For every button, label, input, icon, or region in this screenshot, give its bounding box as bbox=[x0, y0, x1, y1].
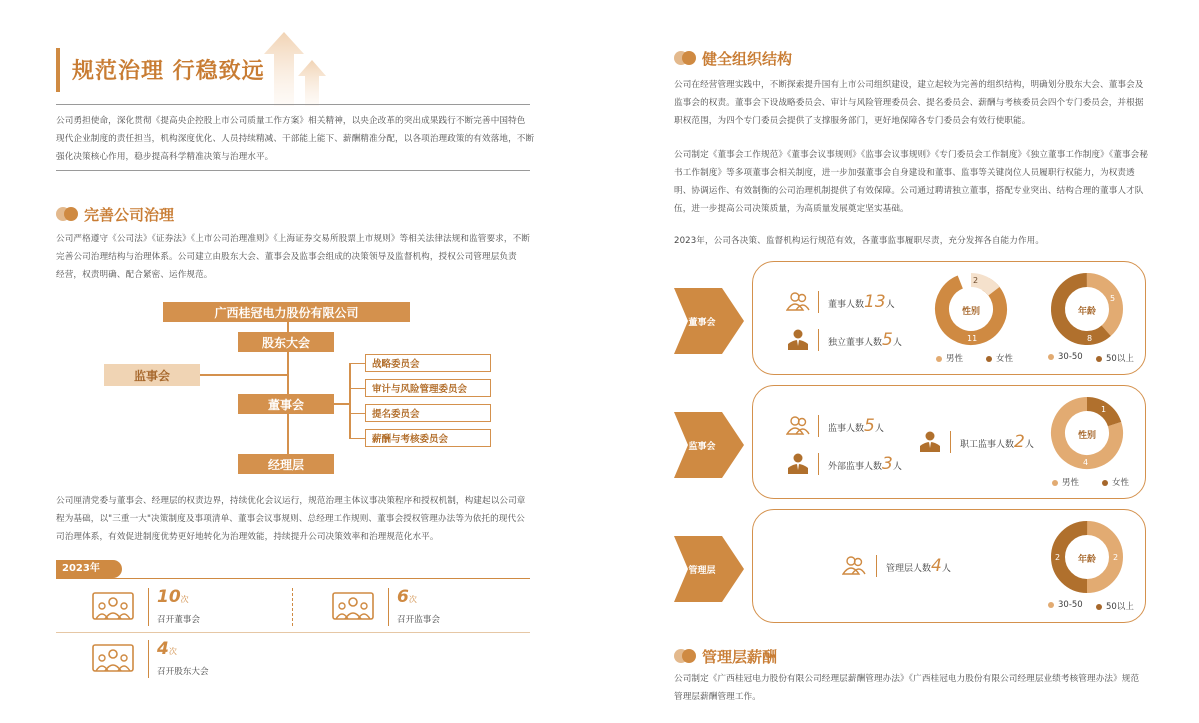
governance-paragraph: 公司严格遵守《公司法》《证券法》《上市公司治理准则》《上海证券交易所股票上市规则》等相关法律法规和监管要求，不断 完善公司治理结构与治理体系。公司建立由股东大会、董事会及监事会组成的决策领导及监督机构，授权公司管理层负责 经营，权责明确、配合紧密、运作规范。 bbox=[56, 234, 530, 280]
board-male-value: 11 bbox=[967, 334, 978, 343]
legend-female: 女性 bbox=[986, 352, 1013, 364]
independent-directors-stat: 独立董事人数5人 bbox=[828, 330, 902, 350]
org-management-box: 经理层 bbox=[238, 454, 334, 474]
compensation-paragraph: 公司制定《广西桂冠电力股份有限公司经理层薪酬管理办法》《广西桂冠电力股份有限公司经理层业绩考核管理办法》规范 管理层薪酬管理工作。 bbox=[674, 674, 1140, 702]
section-title-compensation: 管理层薪酬 bbox=[702, 648, 778, 666]
committee-compensation: 薪酬与考核委员会 bbox=[365, 429, 491, 447]
person-suit-icon bbox=[918, 430, 942, 452]
page-title: 规范治理 行稳致远 bbox=[72, 59, 265, 84]
org-line bbox=[349, 388, 365, 389]
board-age-b-value: 5 bbox=[1110, 294, 1116, 303]
legend-age-b: 50以上 bbox=[1096, 600, 1134, 612]
divider bbox=[56, 578, 530, 579]
separator bbox=[950, 431, 951, 453]
org-line bbox=[200, 374, 287, 376]
year-tag: 2023年 bbox=[56, 560, 122, 578]
growth-arrows-icon bbox=[262, 30, 332, 106]
management-age-a-value: 2 bbox=[1055, 553, 1061, 562]
separator bbox=[818, 291, 819, 313]
separator bbox=[818, 453, 819, 475]
people-group-icon bbox=[842, 554, 866, 576]
org-line bbox=[349, 413, 365, 414]
management-count-stat: 管理层人数4人 bbox=[886, 556, 951, 576]
supervisors-arrow-label: 监事会 bbox=[688, 442, 716, 452]
separator bbox=[148, 588, 149, 626]
legend-male: 男性 bbox=[1052, 476, 1079, 488]
legend-male: 男性 bbox=[936, 352, 963, 364]
external-supervisors-stat: 外部监事人数3人 bbox=[828, 454, 902, 474]
shareholder-meetings-count: 4次 bbox=[157, 639, 177, 659]
shareholder-meetings-label: 召开股东大会 bbox=[157, 667, 209, 677]
supervisors-male-value: 4 bbox=[1083, 458, 1089, 467]
legend-age-a: 30-50 bbox=[1048, 352, 1083, 362]
board-female-value: 2 bbox=[973, 276, 979, 285]
management-age-center: 年龄 bbox=[1077, 555, 1096, 565]
dashed-separator bbox=[292, 588, 293, 626]
board-age-a-value: 8 bbox=[1087, 334, 1093, 343]
structure-paragraph-3: 2023年，公司各决策、监督机构运行规范有效，各董事监事履职尽责，充分发挥各自能力作用。 bbox=[674, 236, 1045, 246]
supervisors-female-value: 1 bbox=[1101, 405, 1107, 414]
governance-paragraph-2: 公司厘清党委与董事会、经理层的权责边界，持续优化会议运行，规范治理主体议事决策程序和授权机制，构建起以公司章 程为基础，以"三重一大"决策制度及事项清单、董事会议事规则、总经理工作规则、董事会授权管理办法等为依托的现代公 司治理体系，有效促进制度优势更好地转化为治理效能，持续提升公司决策效率和治理规范化水平。 bbox=[56, 496, 526, 542]
person-suit-icon bbox=[786, 328, 810, 350]
structure-paragraph-2: 公司制定《董事会工作规范》《董事会议事规则》《监事会议事规则》《专门委员会工作制度》《独立董事工作制度》《董事会秘 书工作制度》等多项董事会相关制度，进一步加强董事会自身建设和董事、监事等关键岗位人员履职行权能力，为权责透 明、协调运作、有效制衡的公司治理机制提供了有效保障。公司通过聘请独立董事，搭配专业突出、结构合理的董事人才队 伍，进一步提高公司决策质量，为高质量发展奠定坚实基础。 bbox=[674, 150, 1149, 214]
separator bbox=[818, 415, 819, 437]
board-age-center: 年龄 bbox=[1077, 307, 1096, 317]
divider bbox=[56, 104, 530, 105]
supervisor-meetings-count: 6次 bbox=[397, 587, 417, 607]
separator bbox=[148, 640, 149, 678]
supervisors-count-stat: 监事人数5人 bbox=[828, 416, 884, 436]
board-arrow-label: 董事会 bbox=[688, 318, 716, 328]
separator bbox=[388, 588, 389, 626]
org-company-box: 广西桂冠电力股份有限公司 bbox=[163, 302, 410, 322]
committee-strategy: 战略委员会 bbox=[365, 354, 491, 372]
org-line bbox=[349, 363, 365, 364]
org-supervisors-box: 监事会 bbox=[104, 364, 200, 386]
board-gender-center: 性别 bbox=[961, 307, 980, 317]
committee-nomination: 提名委员会 bbox=[365, 404, 491, 422]
people-group-icon bbox=[786, 414, 810, 436]
legend-female: 女性 bbox=[1102, 476, 1129, 488]
legend-age-a: 30-50 bbox=[1048, 600, 1083, 610]
board-meetings-count: 10次 bbox=[157, 587, 189, 607]
org-board-box: 董事会 bbox=[238, 394, 334, 414]
supervisor-meetings-label: 召开监事会 bbox=[397, 615, 440, 625]
meeting-people-icon bbox=[92, 644, 134, 676]
org-line bbox=[349, 438, 365, 439]
meeting-people-icon bbox=[92, 592, 134, 624]
separator bbox=[876, 555, 877, 577]
board-meetings-label: 召开董事会 bbox=[157, 615, 200, 625]
meeting-people-icon bbox=[332, 592, 374, 624]
supervisors-gender-center: 性别 bbox=[1077, 431, 1096, 441]
org-shareholders-box: 股东大会 bbox=[238, 332, 334, 352]
board-members-stat: 董事人数13人 bbox=[828, 292, 895, 312]
staff-supervisors-stat: 职工监事人数2人 bbox=[960, 432, 1034, 452]
title-accent-bar bbox=[56, 48, 60, 92]
management-age-b-value: 2 bbox=[1113, 553, 1119, 562]
people-group-icon bbox=[786, 290, 810, 312]
section-title-structure: 健全组织结构 bbox=[702, 50, 793, 68]
section-title-governance: 完善公司治理 bbox=[84, 206, 175, 224]
section-bullet-icon bbox=[56, 207, 78, 221]
separator bbox=[818, 329, 819, 351]
section-bullet-icon bbox=[674, 51, 696, 65]
person-suit-icon bbox=[786, 452, 810, 474]
structure-paragraph-1: 公司在经营管理实践中，不断探索提升国有上市公司组织建设，建立起较为完善的组织结构，明确划分股东大会、董事会及 监事会的权责。董事会下设战略委员会、审计与风险管理委员会、提名委员会、薪酬与考核委员会四个专门委员会，并根据 职权范围，为四个专门委员会提供了支撑服务部门，更好地保障各专门委员会有效行使职能。 bbox=[674, 80, 1144, 126]
management-arrow-label: 管理层 bbox=[688, 566, 716, 576]
committee-audit-risk: 审计与风险管理委员会 bbox=[365, 379, 491, 397]
legend-age-b: 50以上 bbox=[1096, 352, 1134, 364]
org-line bbox=[287, 322, 289, 332]
divider bbox=[56, 632, 530, 633]
org-line bbox=[349, 363, 351, 439]
divider bbox=[56, 170, 530, 171]
intro-paragraph: 公司勇担使命，深化贯彻《提高央企控股上市公司质量工作方案》相关精神，以央企改革的突出成果践行不断完善中国特色 现代企业制度的责任担当，机构深度优化、人员持续精减、干部能上能下、薪酬精准分配，以各项治理政策的有效落地，不断 强化决策核心作用，稳步提高科学精准决策与治理水平。 bbox=[56, 116, 535, 162]
section-bullet-icon bbox=[674, 649, 696, 663]
org-line bbox=[334, 403, 349, 405]
